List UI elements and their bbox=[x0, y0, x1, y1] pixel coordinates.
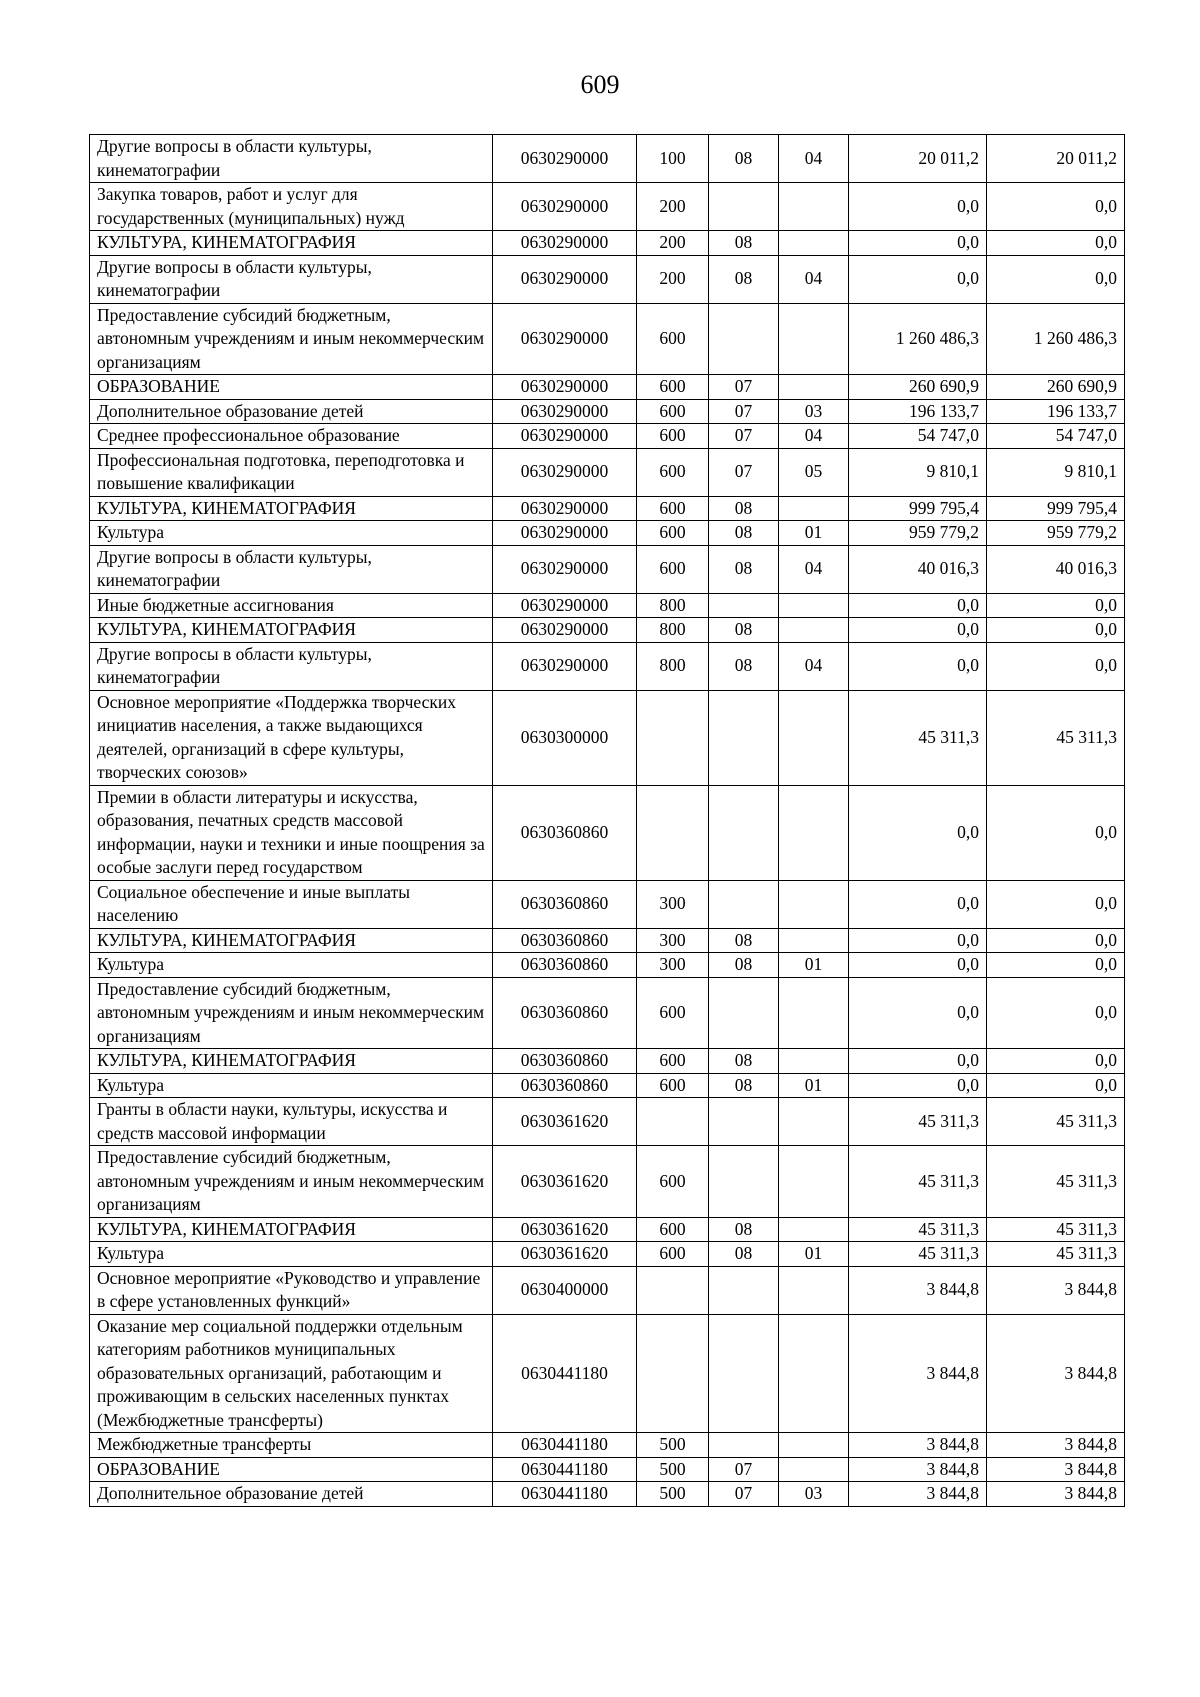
row-name-cell: Иные бюджетные ассигнования bbox=[90, 593, 493, 618]
row-section-cell: 08 bbox=[709, 255, 779, 303]
row-subsection-cell bbox=[779, 1433, 849, 1458]
row-code-cell: 0630290000 bbox=[493, 135, 637, 183]
table-row bbox=[90, 183, 1125, 231]
row-subsection-cell bbox=[779, 880, 849, 928]
table-row bbox=[90, 135, 1125, 183]
table-row bbox=[90, 1146, 1125, 1218]
row-subsection-cell: 01 bbox=[779, 1073, 849, 1098]
table-row bbox=[90, 1482, 1125, 1507]
row-amount-2-cell: 9 810,1 bbox=[987, 448, 1125, 496]
row-amount-1-cell: 0,0 bbox=[849, 183, 987, 231]
row-amount-1-cell: 196 133,7 bbox=[849, 399, 987, 424]
row-name-cell: КУЛЬТУРА, КИНЕМАТОГРАФИЯ bbox=[90, 618, 493, 643]
row-name-cell: Оказание мер социальной поддержки отдельным категориям работников муниципальных образовательных организаций, работающим и проживающим в сельских населенных пунктах (Межбюджетные трансферты) bbox=[90, 1314, 493, 1433]
row-expense-type-cell: 500 bbox=[637, 1433, 709, 1458]
row-name-cell: Культура bbox=[90, 521, 493, 546]
table-row bbox=[90, 593, 1125, 618]
row-amount-2-cell: 54 747,0 bbox=[987, 424, 1125, 449]
table-row bbox=[90, 1073, 1125, 1098]
row-amount-1-cell: 20 011,2 bbox=[849, 135, 987, 183]
row-code-cell: 0630360860 bbox=[493, 977, 637, 1049]
row-expense-type-cell: 800 bbox=[637, 593, 709, 618]
row-expense-type-cell: 600 bbox=[637, 496, 709, 521]
row-code-cell: 0630360860 bbox=[493, 785, 637, 880]
row-section-cell: 07 bbox=[709, 1482, 779, 1507]
row-expense-type-cell: 800 bbox=[637, 642, 709, 690]
table-row bbox=[90, 1457, 1125, 1482]
row-subsection-cell: 03 bbox=[779, 399, 849, 424]
row-code-cell: 0630290000 bbox=[493, 399, 637, 424]
budget-table bbox=[89, 134, 1125, 1507]
row-code-cell: 0630290000 bbox=[493, 593, 637, 618]
row-subsection-cell bbox=[779, 496, 849, 521]
row-code-cell: 0630360860 bbox=[493, 928, 637, 953]
row-subsection-cell bbox=[779, 183, 849, 231]
row-expense-type-cell bbox=[637, 1314, 709, 1433]
row-name-cell: Предоставление субсидий бюджетным, автономным учреждениям и иным некоммерческим организациям bbox=[90, 977, 493, 1049]
row-amount-1-cell: 3 844,8 bbox=[849, 1482, 987, 1507]
row-name-cell: Дополнительное образование детей bbox=[90, 399, 493, 424]
table-row bbox=[90, 255, 1125, 303]
row-expense-type-cell bbox=[637, 1266, 709, 1314]
table-row bbox=[90, 448, 1125, 496]
row-subsection-cell: 01 bbox=[779, 953, 849, 978]
row-name-cell: Предоставление субсидий бюджетным, автономным учреждениям и иным некоммерческим организациям bbox=[90, 1146, 493, 1218]
row-subsection-cell bbox=[779, 1049, 849, 1074]
row-expense-type-cell: 600 bbox=[637, 977, 709, 1049]
row-amount-2-cell: 959 779,2 bbox=[987, 521, 1125, 546]
row-amount-1-cell: 0,0 bbox=[849, 255, 987, 303]
table-row bbox=[90, 521, 1125, 546]
row-amount-2-cell: 0,0 bbox=[987, 642, 1125, 690]
row-expense-type-cell: 100 bbox=[637, 135, 709, 183]
row-section-cell: 08 bbox=[709, 545, 779, 593]
row-section-cell bbox=[709, 1314, 779, 1433]
row-expense-type-cell: 600 bbox=[637, 375, 709, 400]
row-subsection-cell bbox=[779, 1098, 849, 1146]
row-expense-type-cell bbox=[637, 690, 709, 785]
row-code-cell: 0630361620 bbox=[493, 1098, 637, 1146]
row-code-cell: 0630361620 bbox=[493, 1217, 637, 1242]
row-code-cell: 0630441180 bbox=[493, 1314, 637, 1433]
table-row bbox=[90, 1049, 1125, 1074]
row-amount-2-cell: 0,0 bbox=[987, 785, 1125, 880]
table-row bbox=[90, 303, 1125, 375]
row-expense-type-cell: 200 bbox=[637, 183, 709, 231]
row-amount-1-cell: 0,0 bbox=[849, 1073, 987, 1098]
row-name-cell: Другие вопросы в области культуры, кинематографии bbox=[90, 135, 493, 183]
row-amount-2-cell: 0,0 bbox=[987, 255, 1125, 303]
row-expense-type-cell: 600 bbox=[637, 545, 709, 593]
page-number: 609 bbox=[580, 70, 620, 99]
row-expense-type-cell: 600 bbox=[637, 1073, 709, 1098]
row-amount-2-cell: 45 311,3 bbox=[987, 690, 1125, 785]
row-amount-2-cell: 0,0 bbox=[987, 231, 1125, 256]
row-code-cell: 0630360860 bbox=[493, 1049, 637, 1074]
table-row bbox=[90, 1266, 1125, 1314]
row-subsection-cell: 04 bbox=[779, 135, 849, 183]
row-section-cell bbox=[709, 785, 779, 880]
row-name-cell: Другие вопросы в области культуры, кинематографии bbox=[90, 255, 493, 303]
row-amount-2-cell: 0,0 bbox=[987, 880, 1125, 928]
row-subsection-cell bbox=[779, 977, 849, 1049]
row-expense-type-cell: 600 bbox=[637, 448, 709, 496]
row-amount-1-cell: 45 311,3 bbox=[849, 1217, 987, 1242]
row-amount-2-cell: 3 844,8 bbox=[987, 1314, 1125, 1433]
row-expense-type-cell: 200 bbox=[637, 231, 709, 256]
row-subsection-cell bbox=[779, 785, 849, 880]
row-code-cell: 0630290000 bbox=[493, 375, 637, 400]
row-code-cell: 0630441180 bbox=[493, 1433, 637, 1458]
row-section-cell bbox=[709, 1098, 779, 1146]
table-row bbox=[90, 1098, 1125, 1146]
row-name-cell: Предоставление субсидий бюджетным, автономным учреждениям и иным некоммерческим организациям bbox=[90, 303, 493, 375]
row-code-cell: 0630360860 bbox=[493, 1073, 637, 1098]
row-amount-2-cell: 999 795,4 bbox=[987, 496, 1125, 521]
row-amount-2-cell: 0,0 bbox=[987, 593, 1125, 618]
row-amount-1-cell: 0,0 bbox=[849, 977, 987, 1049]
row-amount-1-cell: 3 844,8 bbox=[849, 1457, 987, 1482]
table-row bbox=[90, 642, 1125, 690]
row-section-cell bbox=[709, 303, 779, 375]
row-amount-1-cell: 3 844,8 bbox=[849, 1314, 987, 1433]
row-expense-type-cell: 600 bbox=[637, 1242, 709, 1267]
row-subsection-cell bbox=[779, 618, 849, 643]
table-row bbox=[90, 690, 1125, 785]
table-row bbox=[90, 375, 1125, 400]
row-amount-2-cell: 3 844,8 bbox=[987, 1482, 1125, 1507]
row-name-cell: Среднее профессиональное образование bbox=[90, 424, 493, 449]
row-code-cell: 0630441180 bbox=[493, 1457, 637, 1482]
row-code-cell: 0630290000 bbox=[493, 424, 637, 449]
table-row bbox=[90, 424, 1125, 449]
row-expense-type-cell: 500 bbox=[637, 1482, 709, 1507]
row-subsection-cell bbox=[779, 1146, 849, 1218]
table-row bbox=[90, 785, 1125, 880]
row-section-cell: 08 bbox=[709, 1217, 779, 1242]
row-code-cell: 0630290000 bbox=[493, 545, 637, 593]
row-amount-1-cell: 1 260 486,3 bbox=[849, 303, 987, 375]
row-code-cell: 0630300000 bbox=[493, 690, 637, 785]
row-amount-2-cell: 45 311,3 bbox=[987, 1146, 1125, 1218]
row-section-cell: 08 bbox=[709, 1049, 779, 1074]
row-subsection-cell: 01 bbox=[779, 521, 849, 546]
row-amount-2-cell: 45 311,3 bbox=[987, 1217, 1125, 1242]
row-expense-type-cell bbox=[637, 785, 709, 880]
row-subsection-cell: 04 bbox=[779, 545, 849, 593]
row-section-cell: 08 bbox=[709, 1073, 779, 1098]
row-section-cell: 08 bbox=[709, 642, 779, 690]
row-section-cell: 07 bbox=[709, 375, 779, 400]
row-name-cell: Другие вопросы в области культуры, кинематографии bbox=[90, 642, 493, 690]
row-subsection-cell: 04 bbox=[779, 642, 849, 690]
row-expense-type-cell: 600 bbox=[637, 1217, 709, 1242]
row-amount-2-cell: 40 016,3 bbox=[987, 545, 1125, 593]
row-name-cell: Дополнительное образование детей bbox=[90, 1482, 493, 1507]
row-section-cell: 08 bbox=[709, 135, 779, 183]
row-subsection-cell bbox=[779, 1314, 849, 1433]
row-amount-1-cell: 959 779,2 bbox=[849, 521, 987, 546]
row-amount-2-cell: 0,0 bbox=[987, 1049, 1125, 1074]
row-name-cell: КУЛЬТУРА, КИНЕМАТОГРАФИЯ bbox=[90, 1049, 493, 1074]
row-expense-type-cell: 800 bbox=[637, 618, 709, 643]
row-name-cell: Культура bbox=[90, 1073, 493, 1098]
row-section-cell bbox=[709, 593, 779, 618]
row-code-cell: 0630360860 bbox=[493, 953, 637, 978]
row-name-cell: КУЛЬТУРА, КИНЕМАТОГРАФИЯ bbox=[90, 1217, 493, 1242]
row-amount-2-cell: 0,0 bbox=[987, 928, 1125, 953]
row-subsection-cell: 04 bbox=[779, 424, 849, 449]
row-amount-1-cell: 260 690,9 bbox=[849, 375, 987, 400]
row-section-cell bbox=[709, 183, 779, 231]
row-expense-type-cell: 600 bbox=[637, 399, 709, 424]
row-subsection-cell bbox=[779, 1457, 849, 1482]
row-name-cell: Культура bbox=[90, 953, 493, 978]
row-expense-type-cell: 200 bbox=[637, 255, 709, 303]
table-row bbox=[90, 880, 1125, 928]
row-amount-1-cell: 45 311,3 bbox=[849, 1146, 987, 1218]
row-amount-2-cell: 3 844,8 bbox=[987, 1433, 1125, 1458]
row-amount-1-cell: 9 810,1 bbox=[849, 448, 987, 496]
row-amount-2-cell: 0,0 bbox=[987, 618, 1125, 643]
row-expense-type-cell: 300 bbox=[637, 928, 709, 953]
row-section-cell bbox=[709, 977, 779, 1049]
row-name-cell: Социальное обеспечение и иные выплаты населению bbox=[90, 880, 493, 928]
row-section-cell: 08 bbox=[709, 521, 779, 546]
row-name-cell: Гранты в области науки, культуры, искусства и средств массовой информации bbox=[90, 1098, 493, 1146]
row-section-cell: 08 bbox=[709, 1242, 779, 1267]
row-name-cell: Другие вопросы в области культуры, кинематографии bbox=[90, 545, 493, 593]
row-section-cell: 08 bbox=[709, 953, 779, 978]
row-name-cell: Профессиональная подготовка, переподготовка и повышение квалификации bbox=[90, 448, 493, 496]
row-expense-type-cell bbox=[637, 1098, 709, 1146]
row-code-cell: 0630290000 bbox=[493, 183, 637, 231]
row-amount-2-cell: 0,0 bbox=[987, 953, 1125, 978]
row-amount-2-cell: 1 260 486,3 bbox=[987, 303, 1125, 375]
row-subsection-cell bbox=[779, 375, 849, 400]
row-section-cell bbox=[709, 690, 779, 785]
row-code-cell: 0630441180 bbox=[493, 1482, 637, 1507]
table-row bbox=[90, 618, 1125, 643]
row-name-cell: ОБРАЗОВАНИЕ bbox=[90, 1457, 493, 1482]
budget-table-body bbox=[90, 135, 1125, 1507]
row-name-cell: Премии в области литературы и искусства, образования, печатных средств массовой информации, науки и техники и иные поощрения за особые заслуги перед государством bbox=[90, 785, 493, 880]
row-amount-1-cell: 0,0 bbox=[849, 928, 987, 953]
row-amount-2-cell: 3 844,8 bbox=[987, 1266, 1125, 1314]
row-subsection-cell bbox=[779, 303, 849, 375]
row-section-cell: 07 bbox=[709, 448, 779, 496]
row-code-cell: 0630290000 bbox=[493, 303, 637, 375]
row-amount-1-cell: 999 795,4 bbox=[849, 496, 987, 521]
row-subsection-cell bbox=[779, 690, 849, 785]
row-section-cell: 07 bbox=[709, 399, 779, 424]
row-code-cell: 0630290000 bbox=[493, 521, 637, 546]
row-name-cell: Закупка товаров, работ и услуг для государственных (муниципальных) нужд bbox=[90, 183, 493, 231]
row-amount-2-cell: 45 311,3 bbox=[987, 1242, 1125, 1267]
row-amount-2-cell: 0,0 bbox=[987, 977, 1125, 1049]
row-name-cell: ОБРАЗОВАНИЕ bbox=[90, 375, 493, 400]
row-amount-1-cell: 0,0 bbox=[849, 785, 987, 880]
row-subsection-cell bbox=[779, 1266, 849, 1314]
row-section-cell: 08 bbox=[709, 231, 779, 256]
row-code-cell: 0630290000 bbox=[493, 642, 637, 690]
row-code-cell: 0630290000 bbox=[493, 496, 637, 521]
row-amount-1-cell: 0,0 bbox=[849, 953, 987, 978]
row-expense-type-cell: 300 bbox=[637, 880, 709, 928]
table-row bbox=[90, 1433, 1125, 1458]
row-name-cell: КУЛЬТУРА, КИНЕМАТОГРАФИЯ bbox=[90, 928, 493, 953]
row-subsection-cell bbox=[779, 231, 849, 256]
row-section-cell: 08 bbox=[709, 496, 779, 521]
row-subsection-cell bbox=[779, 928, 849, 953]
row-subsection-cell: 05 bbox=[779, 448, 849, 496]
row-amount-2-cell: 3 844,8 bbox=[987, 1457, 1125, 1482]
row-amount-2-cell: 20 011,2 bbox=[987, 135, 1125, 183]
row-expense-type-cell: 500 bbox=[637, 1457, 709, 1482]
row-section-cell bbox=[709, 1266, 779, 1314]
row-name-cell: Межбюджетные трансферты bbox=[90, 1433, 493, 1458]
row-expense-type-cell: 600 bbox=[637, 303, 709, 375]
row-amount-1-cell: 0,0 bbox=[849, 642, 987, 690]
row-amount-1-cell: 0,0 bbox=[849, 1049, 987, 1074]
row-expense-type-cell: 300 bbox=[637, 953, 709, 978]
row-amount-2-cell: 0,0 bbox=[987, 1073, 1125, 1098]
row-code-cell: 0630290000 bbox=[493, 618, 637, 643]
row-code-cell: 0630361620 bbox=[493, 1146, 637, 1218]
row-subsection-cell: 01 bbox=[779, 1242, 849, 1267]
row-section-cell: 07 bbox=[709, 424, 779, 449]
table-row bbox=[90, 496, 1125, 521]
row-code-cell: 0630400000 bbox=[493, 1266, 637, 1314]
row-section-cell: 08 bbox=[709, 618, 779, 643]
row-name-cell: Культура bbox=[90, 1242, 493, 1267]
row-code-cell: 0630290000 bbox=[493, 231, 637, 256]
row-expense-type-cell: 600 bbox=[637, 521, 709, 546]
row-name-cell: КУЛЬТУРА, КИНЕМАТОГРАФИЯ bbox=[90, 231, 493, 256]
row-subsection-cell bbox=[779, 593, 849, 618]
row-amount-1-cell: 54 747,0 bbox=[849, 424, 987, 449]
row-amount-1-cell: 0,0 bbox=[849, 880, 987, 928]
row-section-cell bbox=[709, 1433, 779, 1458]
row-amount-2-cell: 260 690,9 bbox=[987, 375, 1125, 400]
row-subsection-cell bbox=[779, 1217, 849, 1242]
row-code-cell: 0630360860 bbox=[493, 880, 637, 928]
row-section-cell bbox=[709, 880, 779, 928]
row-amount-1-cell: 45 311,3 bbox=[849, 690, 987, 785]
row-expense-type-cell: 600 bbox=[637, 1049, 709, 1074]
table-row bbox=[90, 1242, 1125, 1267]
table-row bbox=[90, 545, 1125, 593]
row-subsection-cell: 04 bbox=[779, 255, 849, 303]
row-name-cell: КУЛЬТУРА, КИНЕМАТОГРАФИЯ bbox=[90, 496, 493, 521]
table-row bbox=[90, 1314, 1125, 1433]
row-name-cell: Основное мероприятие «Руководство и управление в сфере установленных функций» bbox=[90, 1266, 493, 1314]
row-amount-1-cell: 40 016,3 bbox=[849, 545, 987, 593]
row-amount-2-cell: 0,0 bbox=[987, 183, 1125, 231]
row-amount-1-cell: 0,0 bbox=[849, 618, 987, 643]
table-row bbox=[90, 977, 1125, 1049]
table-row bbox=[90, 1217, 1125, 1242]
row-section-cell bbox=[709, 1146, 779, 1218]
row-code-cell: 0630361620 bbox=[493, 1242, 637, 1267]
row-section-cell: 07 bbox=[709, 1457, 779, 1482]
row-amount-1-cell: 45 311,3 bbox=[849, 1098, 987, 1146]
table-row bbox=[90, 928, 1125, 953]
row-code-cell: 0630290000 bbox=[493, 448, 637, 496]
row-amount-2-cell: 45 311,3 bbox=[987, 1098, 1125, 1146]
row-name-cell: Основное мероприятие «Поддержка творческих инициатив населения, а также выдающихся деятелей, организаций в сфере культуры, творческих союзов» bbox=[90, 690, 493, 785]
row-amount-2-cell: 196 133,7 bbox=[987, 399, 1125, 424]
table-row bbox=[90, 231, 1125, 256]
row-code-cell: 0630290000 bbox=[493, 255, 637, 303]
table-row bbox=[90, 399, 1125, 424]
row-amount-1-cell: 45 311,3 bbox=[849, 1242, 987, 1267]
row-amount-1-cell: 3 844,8 bbox=[849, 1266, 987, 1314]
row-section-cell: 08 bbox=[709, 928, 779, 953]
row-amount-1-cell: 0,0 bbox=[849, 593, 987, 618]
row-subsection-cell: 03 bbox=[779, 1482, 849, 1507]
row-expense-type-cell: 600 bbox=[637, 1146, 709, 1218]
table-row bbox=[90, 953, 1125, 978]
row-amount-1-cell: 3 844,8 bbox=[849, 1433, 987, 1458]
row-expense-type-cell: 600 bbox=[637, 424, 709, 449]
row-amount-1-cell: 0,0 bbox=[849, 231, 987, 256]
